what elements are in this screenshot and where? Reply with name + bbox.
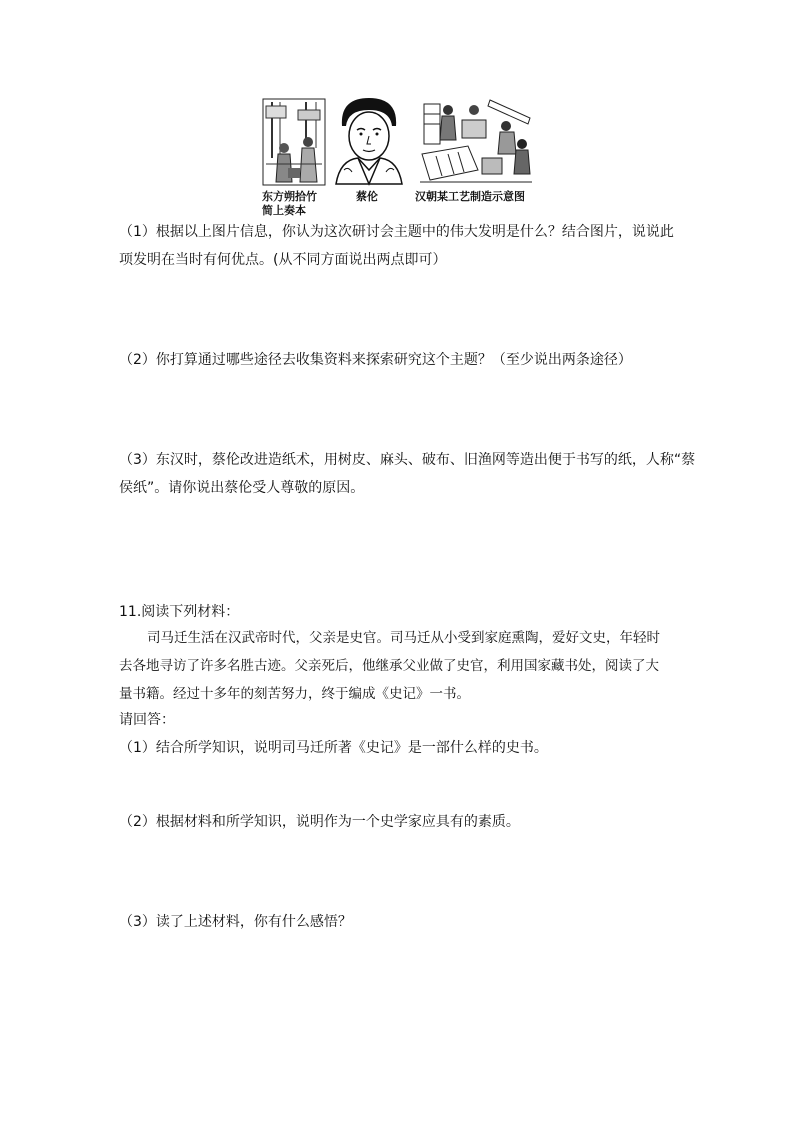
figure-caption-left-line1: 东方朔拾竹 (262, 190, 317, 203)
q11-part2: （2）根据材料和所学知识，说明作为一个史学家应具有的素质。 (119, 814, 520, 830)
q11-material-line1: 司马迁生活在汉武帝时代，父亲是史官。司马迁从小受到家庭熏陶，爱好文史，年轻时 (147, 630, 660, 646)
illustration-bamboo-slips (262, 98, 326, 186)
q10-part3-line2: 侯纸”。请你说出蔡伦受人尊敬的原因。 (119, 480, 365, 496)
q10-part2: （2）你打算通过哪些途径去收集资料来探索研究这个主题？（至少说出两条途径） (119, 352, 632, 368)
q10-part3-line1: （3）东汉时，蔡伦改进造纸术，用树皮、麻头、破布、旧渔网等造出便于书写的纸，人称“蔡 (119, 452, 696, 468)
q10-part1-line2: 项发明在当时有何优点。(从不同方面说出两点即可） (119, 252, 447, 268)
illustration-papermaking-process (418, 96, 534, 186)
q11-material-line3: 量书籍。经过十多年的刻苦努力，终于编成《史记》一书。 (119, 686, 470, 702)
figure-caption-left-line2: 简上奏本 (262, 204, 306, 217)
q10-part1-line1: （1）根据以上图片信息，你认为这次研讨会主题中的伟大发明是什么？结合图片，说说此 (119, 224, 674, 240)
q11-part3: （3）读了上述材料，你有什么感悟？ (119, 914, 352, 930)
q11-prompt: 请回答： (119, 712, 175, 728)
figure-caption-right: 汉朝某工艺制造示意图 (415, 190, 525, 203)
illustration-cai-lun-portrait (332, 96, 406, 186)
figure-caption-middle: 蔡伦 (356, 190, 378, 203)
q11-material-line2: 去各地寻访了许多名胜古迹。父亲死后，他继承父业做了史官，利用国家藏书处，阅读了大 (119, 658, 659, 674)
q11-heading: 11.阅读下列材料： (119, 604, 240, 620)
q11-part1: （1）结合所学知识，说明司马迁所著《史记》是一部什么样的史书。 (119, 740, 548, 756)
